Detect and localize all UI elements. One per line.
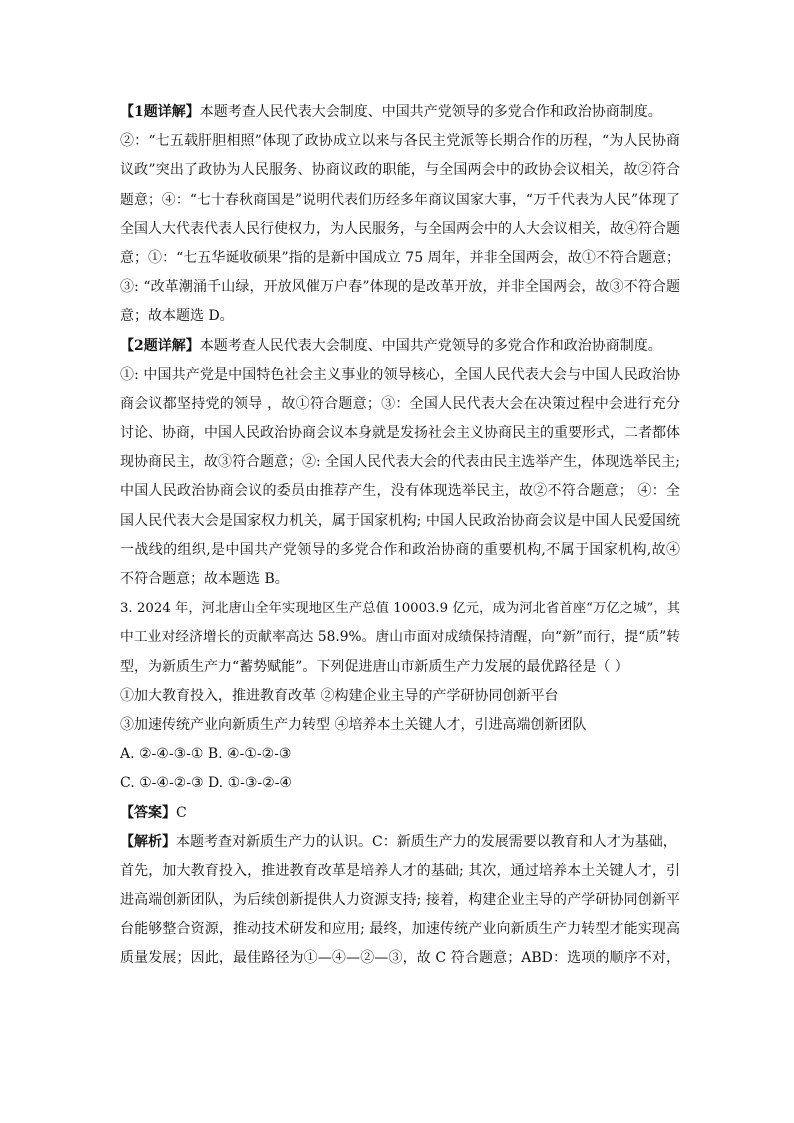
q2-line: 讨论、协商，中国人民政治协商会议本身就是发扬社会主义协商民主的重要形式，二者都体: [120, 425, 680, 442]
q2-line: 现协商民主，故③符合题意；②: 全国人民代表大会的代表由民主选举产生，体现选举民主;: [120, 454, 680, 471]
document-page: [120, 98, 680, 974]
q1-line: ②：“七五载肝胆相照”体现了政协成立以来与各民主党派等长期合作的历程，“为人民协商: [120, 133, 680, 150]
q3-analysis-line: 进高端创新团队，为后续创新提供人力资源支持; 接着，构建企业主导的产学研协同创新平: [120, 892, 680, 909]
q3-option-row: C. ①-④-②-③ D. ①-③-②-④: [120, 775, 292, 792]
q1-label: 【1题详解】: [120, 104, 200, 120]
q2-line: 中国人民政治协商会议的委员由推荐产生，没有体现选举民主，故②不符合题意； ④：全: [120, 483, 680, 500]
q1-line: ③: “改革潮涌千山绿，开放风催万户春”体现的是改革开放，并非全国两会，故③不符合题: [120, 279, 680, 296]
analysis-label: 【解析】: [120, 833, 176, 850]
q2-line: 国人民代表大会是国家权力机关，属于国家机构; 中国人民政治协商会议是中国人民爱国统: [120, 512, 680, 529]
q3-analysis-line: 台能够整合资源，推动技术研发和应用; 最终，加速传统产业向新质生产力转型才能实现高: [120, 921, 680, 938]
q1-line: 题意；④：“七十春秋商国是”说明代表们历经多年商议国家大事，“万千代表为人民”体现了: [120, 191, 680, 208]
answer-label: 【答案】: [120, 804, 176, 821]
answer-value: C: [176, 804, 187, 821]
q3-stem-line: 型，为新质生产力“蓄势赋能”。下列促进唐山市新质生产力发展的最优路径是（ ）: [120, 658, 629, 675]
q1-intro-line: [120, 98, 680, 127]
q3-option-row: A. ②-④-③-① B. ④-①-②-③: [120, 746, 292, 763]
q1-intro: 本题考查人民代表大会制度、中国共产党领导的多党合作和政治协商制度。: [199, 104, 662, 120]
q2-line: ①: 中国共产党是中国特色社会主义事业的领导核心，全国人民代表大会与中国人民政治协: [120, 366, 680, 383]
q3-statement: ③加速传统产业向新质生产力转型 ④培养本土关键人才，引进高端创新团队: [120, 716, 587, 733]
q1-line: 议政”突出了政协为人民服务、协商议政的职能，与全国两会中的政协会议相关，故②符合: [120, 162, 680, 179]
q1-line: 意；故本题选 D。: [120, 308, 234, 325]
q3-analysis-line: 首先，加大教育投入，推进教育改革是培养人才的基础; 其次，通过培养本土关键人才，引: [120, 862, 680, 879]
q2-intro-line: [120, 332, 680, 361]
q1-line: 意；①：“七五华诞收硕果”指的是新中国成立 75 周年，并非全国两会，故①不符合题意；: [120, 249, 680, 266]
q3-analysis-intro-line: [120, 828, 680, 857]
q2-line: 商会议都坚持党的领导 ，故①符合题意；③：全国人民代表大会在决策过程中会进行充分: [120, 395, 680, 412]
q3-stem-line: 中工业对经济增长的贡献率高达 58.9%。唐山市面对成绩保持清醒，向“新”而行，提“质”转: [120, 629, 680, 646]
q1-line: 全国人大代表代表人民行使权力，为人民服务，与全国两会中的人大会议相关，故④符合题: [120, 220, 680, 237]
q2-line: 不符合题意；故本题选 B。: [120, 571, 289, 587]
q3-statement: ①加大教育投入，推进教育改革 ②构建企业主导的产学研协同创新平台: [120, 687, 559, 704]
q2-intro: 本题考查人民代表大会制度、中国共产党领导的多党合作和政治协商制度。: [199, 337, 662, 354]
q3-analysis-line: 质量发展；因此，最佳路径为①—④—②—③，故 C 符合题意；ABD：选项的顺序不对，: [120, 950, 680, 967]
analysis-intro: 本题考查对新质生产力的认识。C：新质生产力的发展需要以教育和人才为基础，: [176, 833, 677, 850]
q2-line: 一战线的组织,是中国共产党领导的多党合作和政治协商的重要机构,不属于国家机构,故④: [120, 541, 680, 558]
q2-label: 【2题详解】: [120, 337, 200, 354]
q3-answer-line: [120, 799, 680, 828]
q3-stem-line: 3. 2024 年，河北唐山全年实现地区生产总值 10003.9 亿元，成为河北省首座“万亿之城”，其: [120, 601, 680, 617]
